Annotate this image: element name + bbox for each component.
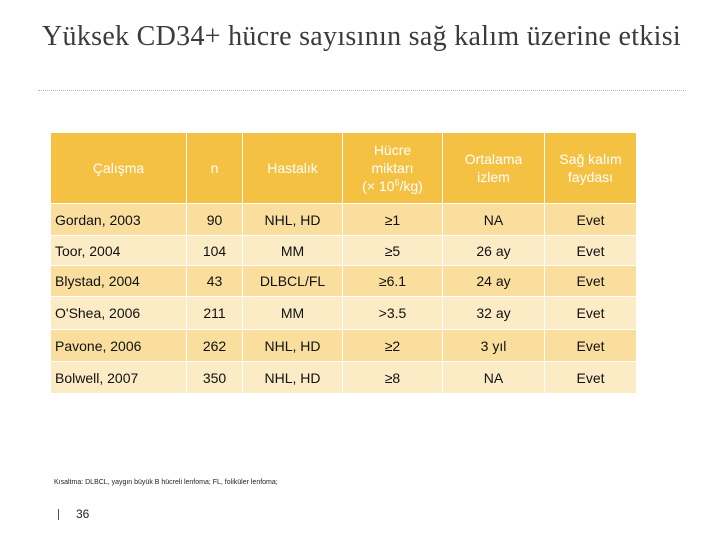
table-row	[51, 236, 637, 266]
header-followup-line2: izlem	[477, 169, 510, 185]
header-survival-benefit	[545, 133, 637, 204]
cell-benefit: Evet	[545, 330, 637, 362]
table-row	[51, 297, 637, 330]
cell-n: 262	[187, 330, 243, 362]
cell-disease: DLBCL/FL	[243, 266, 343, 297]
header-cell-count-line1: Hücre	[373, 142, 412, 158]
page-number: 36	[76, 507, 90, 521]
cell-cell-count: ≥2	[343, 330, 443, 362]
table-row	[51, 204, 637, 236]
cell-cell-count: >3.5	[343, 297, 443, 330]
header-disease: Hastalık	[243, 133, 343, 204]
table-row	[51, 330, 637, 362]
table-row	[51, 266, 637, 297]
cell-n: 211	[187, 297, 243, 330]
title-divider	[38, 90, 686, 91]
header-cell-count	[343, 133, 443, 204]
cell-benefit: Evet	[545, 266, 637, 297]
slide-title: Yüksek CD34+ hücre sayısının sağ kalım üzerine etkisi	[42, 21, 682, 52]
cell-n: 350	[187, 362, 243, 394]
cell-n: 104	[187, 236, 243, 266]
cell-study: Gordan, 2003	[51, 204, 187, 236]
cell-cell-count: ≥8	[343, 362, 443, 394]
cell-disease: MM	[243, 297, 343, 330]
cell-followup: 24 ay	[443, 266, 545, 297]
header-cell-count-unit: (× $10^6/kg$)	[362, 177, 423, 194]
abbreviation-footnote: Kısaltma: DLBCL, yaygın büyük B hücreli lenfoma; FL, foliküler lenfoma;	[54, 479, 278, 486]
table-header-row	[51, 133, 637, 204]
table-row	[51, 362, 637, 394]
cell-cell-count: ≥6.1	[343, 266, 443, 297]
cell-n: 43	[187, 266, 243, 297]
cell-disease: MM	[243, 236, 343, 266]
cell-followup: 3 yıl	[443, 330, 545, 362]
cell-study: Bolwell, 2007	[51, 362, 187, 394]
cell-followup: NA	[443, 204, 545, 236]
cell-cell-count: ≥1	[343, 204, 443, 236]
cell-disease: NHL, HD	[243, 362, 343, 394]
header-benefit-line2: faydası	[567, 169, 614, 185]
header-followup	[443, 133, 545, 204]
cell-disease: NHL, HD	[243, 204, 343, 236]
cell-followup: 26 ay	[443, 236, 545, 266]
cell-followup: NA	[443, 362, 545, 394]
cell-study: Pavone, 2006	[51, 330, 187, 362]
cell-benefit: Evet	[545, 297, 637, 330]
cell-disease: NHL, HD	[243, 330, 343, 362]
cell-benefit: Evet	[545, 236, 637, 266]
header-benefit-line1: Sağ kalım	[559, 151, 622, 167]
header-followup-line1: Ortalama	[464, 151, 523, 167]
cell-n: 90	[187, 204, 243, 236]
header-n: n	[187, 133, 243, 204]
cell-study: Toor, 2004	[51, 236, 187, 266]
cell-cell-count: ≥5	[343, 236, 443, 266]
cell-study: Blystad, 2004	[51, 266, 187, 297]
results-table	[50, 132, 637, 394]
page-marker	[58, 509, 59, 520]
header-study: Çalışma	[51, 133, 187, 204]
header-cell-count-line2: miktarı	[371, 160, 414, 176]
cell-followup: 32 ay	[443, 297, 545, 330]
cell-benefit: Evet	[545, 204, 637, 236]
cell-benefit: Evet	[545, 362, 637, 394]
cell-study: O'Shea, 2006	[51, 297, 187, 330]
